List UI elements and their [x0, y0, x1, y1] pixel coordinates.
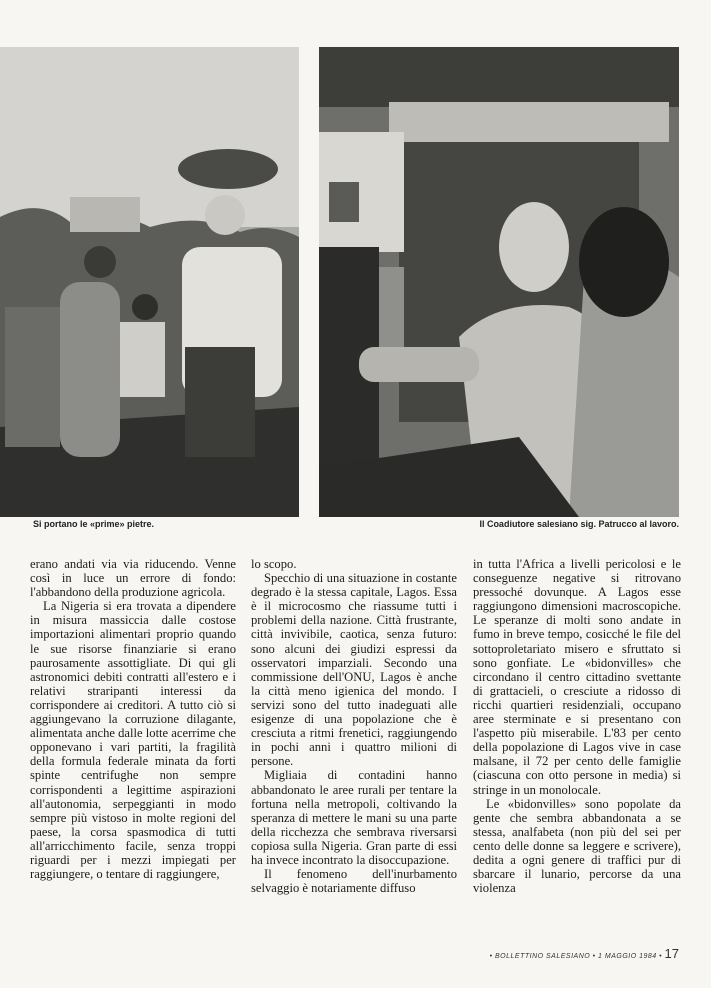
photo-children-carrying-bricks: [0, 47, 299, 517]
article-column-3: [473, 557, 681, 895]
article-column-1: [30, 557, 236, 881]
paragraph: La Nigeria si era trovata a dipendere in misura massiccia dalle costose importazioni alimentari proprio quando le sue risorse finanziarie si erano paurosamente assottigliate. Di qui gli astronomici debiti contratti all'estero e i relativi straripanti interessi da corrispondere ai creditori. A tutto ciò si aggiungevano la corruzione dilagante, alimentata anche dalle lotte acerrime che opponevano i vari partiti, la fragilità della formula federale minata da forti spinte centrifughe non sempre corrispondenti a legittime aspirazioni all'autonomia, serpeggianti in modo sempre più vistoso in molte regioni del paese, la corsa spasmodica di tutti all'arricchimento facile, senza troppi riguardi per i mezzi impiegati per raggiungere, o tentare di raggiungere,: [30, 599, 236, 882]
photo-coadjutor-at-work: [319, 47, 679, 517]
paragraph: Il fenomeno dell'inurbamento selvaggio è notariamente diffuso: [251, 867, 457, 896]
photo-caption-right: Il Coadiutore salesiano sig. Patrucco al lavoro.: [479, 519, 679, 529]
photo-caption-left: Si portano le «prime» pietre.: [33, 519, 155, 529]
paragraph: Migliaia di contadini hanno abbandonato le aree rurali per tentare la fortuna nella metropoli, coltivando la speranza di mettere le mani su una parte della ricchezza che sembrava riversarsi copiosa sulla Nigeria. Gran parte di essi ha invece incontrato la disoccupazione.: [251, 768, 457, 867]
paragraph: lo scopo.: [251, 557, 297, 571]
photo-left-image: [0, 47, 299, 517]
paragraph: Specchio di una situazione in costante degrado è la stessa capitale, Lagos. Essa è il microcosmo che riassume tutti i problemi della nazione. Città frustrante, città invivibile, caotica, senza futuro: sono alcuni dei giudizi espressi da osservatori imparziali. Secondo una commissione dell'ONU, Lagos è anche la città meno igienica del mondo. I servizi sono del tutto inadeguati alle esigenze di una popolazione che è cresciuta a ritmi frenetici, raggiungendo in pochi anni i quattro milioni di persone.: [251, 571, 457, 769]
photo-right-image: [319, 47, 679, 517]
paragraph: Le «bidonvilles» sono popolate da gente che sembra abbandonata a se stessa, analfabeta (non più del sei per cento delle donne sa leggere e scrivere), dedita a ogni genere di traffici pur di sbarcare il lunario, percorse da una violenza: [473, 796, 681, 896]
page-number: 17: [664, 946, 679, 961]
publication-line: • BOLLETTINO SALESIANO • 1 MAGGIO 1984 •: [489, 953, 663, 960]
page-footer: [490, 946, 679, 961]
article-column-2: [251, 557, 457, 895]
paragraph: in tutta l'Africa a livelli pericolosi e le conseguenze negative si ritrovano pressoché dovunque. A Lagos esse raggiungono dimensioni macroscopiche. Le speranze di molti sono andate in fumo in breve tempo, cosicché le file del sottoproletariato misero e sfruttato si sono gonfiate. Le «bidonvilles» che circondano il centro cittadino svettante di grattacieli, o cresciute a ridosso di ricchi quartieri residenziali, occupano aree sterminate e si presentano con l'aspetto più miserabile. L'83 per cento della popolazione di Lagos vive in case malsane, il 72 per cento delle famiglie (ciascuna con otto persone in media) si stringe in un monolocale.: [473, 557, 681, 797]
paragraph: erano andati via via riducendo. Venne così in luce un errore di fondo: l'abbandono della produzione agricola.: [30, 557, 236, 600]
